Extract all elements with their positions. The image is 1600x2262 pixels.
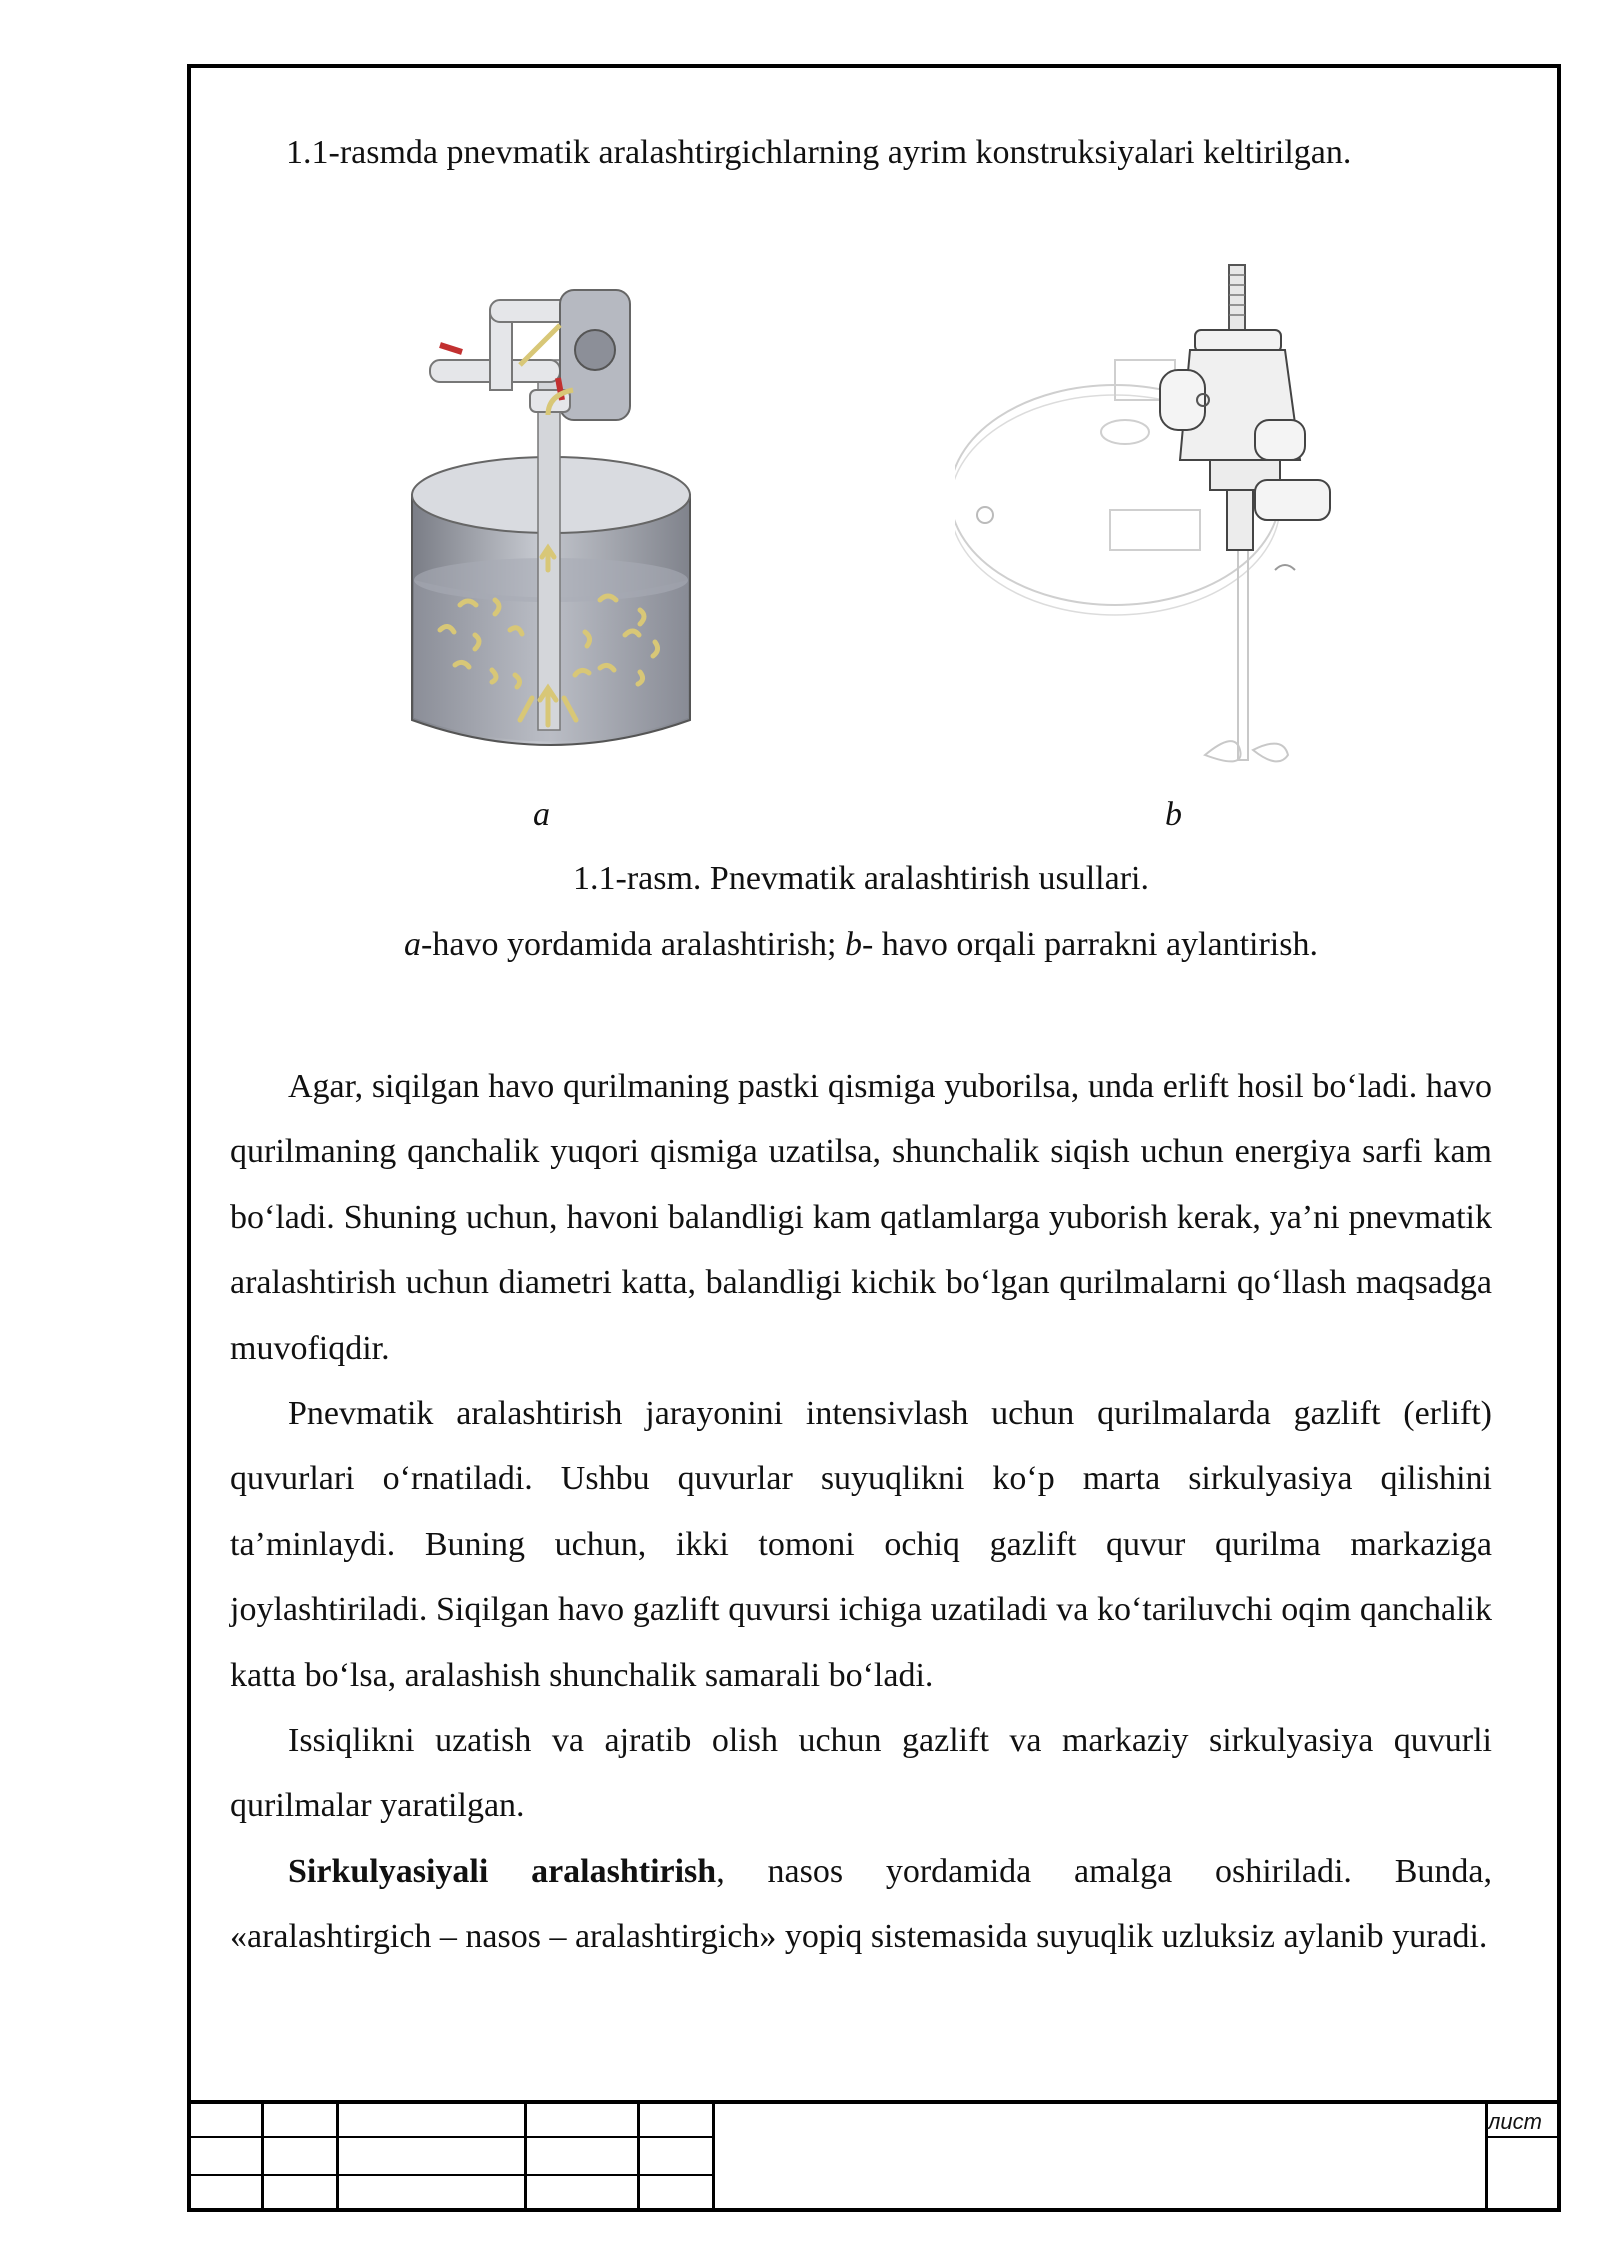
paragraph-3: Issiqlikni uzatish va ajratib olish uchun gazlift va markaziy sirkulyasiya quvurli qurilmalar yaratilgan.	[230, 1722, 1492, 1825]
figure-b-air-driven-impeller	[955, 260, 1405, 780]
paragraph-4	[230, 1839, 1492, 1970]
figure-caption-title: 1.1-rasm. Pnevmatik aralashtirish usullari.	[573, 860, 1149, 897]
sheet-label: лист	[1488, 2109, 1542, 2134]
paragraph-1: Agar, siqilgan havo qurilmaning pastki qismiga yuborilsa, unda erlift hosil bo‘ladi. havo qurilmaning qanchalik yuqori qismiga uzatilsa, shunchalik siqish uchun energiya sarfi kam bo‘ladi. Shuning uchun, havoni balandligi kam qatlamlarga yuborish kerak, ya’ni pnevmatik aralashtirish uchun diametri katta, balandligi kichik bo‘lgan qurilmalarni qo‘llash maqsadga muvofiqdir.	[230, 1068, 1492, 1367]
caption-letter-b: b	[844, 926, 862, 963]
body-text	[230, 1054, 1492, 1970]
title-block	[187, 2100, 1561, 2212]
figure-caption-legend	[230, 926, 1492, 964]
paragraph-4-rest: , nasos yordamida amalga oshiriladi. Bunda, «aralashtirgich – nasos – aralashtirgich» yopiq sistemasida suyuqlik uzluksiz aylanib yuradi.	[230, 1852, 1492, 1956]
figure-a-air-mixing-tank	[400, 270, 720, 770]
figure-label-a: a	[533, 796, 550, 833]
paragraph-4-bold-term: Sirkulyasiyali aralashtirish	[288, 1852, 717, 1890]
figure-label-b: b	[1165, 796, 1182, 833]
intro-sentence: 1.1-rasmda pnevmatik aralashtirgichlarning ayrim konstruksiyalari keltirilgan.	[286, 134, 1352, 171]
caption-text-a: -havo yordamida aralashtirish;	[421, 926, 845, 963]
caption-letter-a: a	[404, 926, 422, 963]
caption-text-b: - havo orqali parrakni aylantirish.	[861, 926, 1318, 963]
paragraph-2: Pnevmatik aralashtirish jarayonini intensivlash uchun qurilmalarda gazlift (erlift) quvurlari o‘rnatiladi. Ushbu quvurlar suyuqlikni ko‘p marta sirkulyasiya qilishini ta’minlaydi. Buning uchun, ikki tomoni ochiq gazlift quvur qurilma markaziga joylashtiriladi. Siqilgan havo gazlift quvursi ichiga uzatiladi va ko‘tariluvchi oqim qanchalik katta bo‘lsa, aralashish shunchalik samarali bo‘ladi.	[230, 1395, 1492, 1694]
